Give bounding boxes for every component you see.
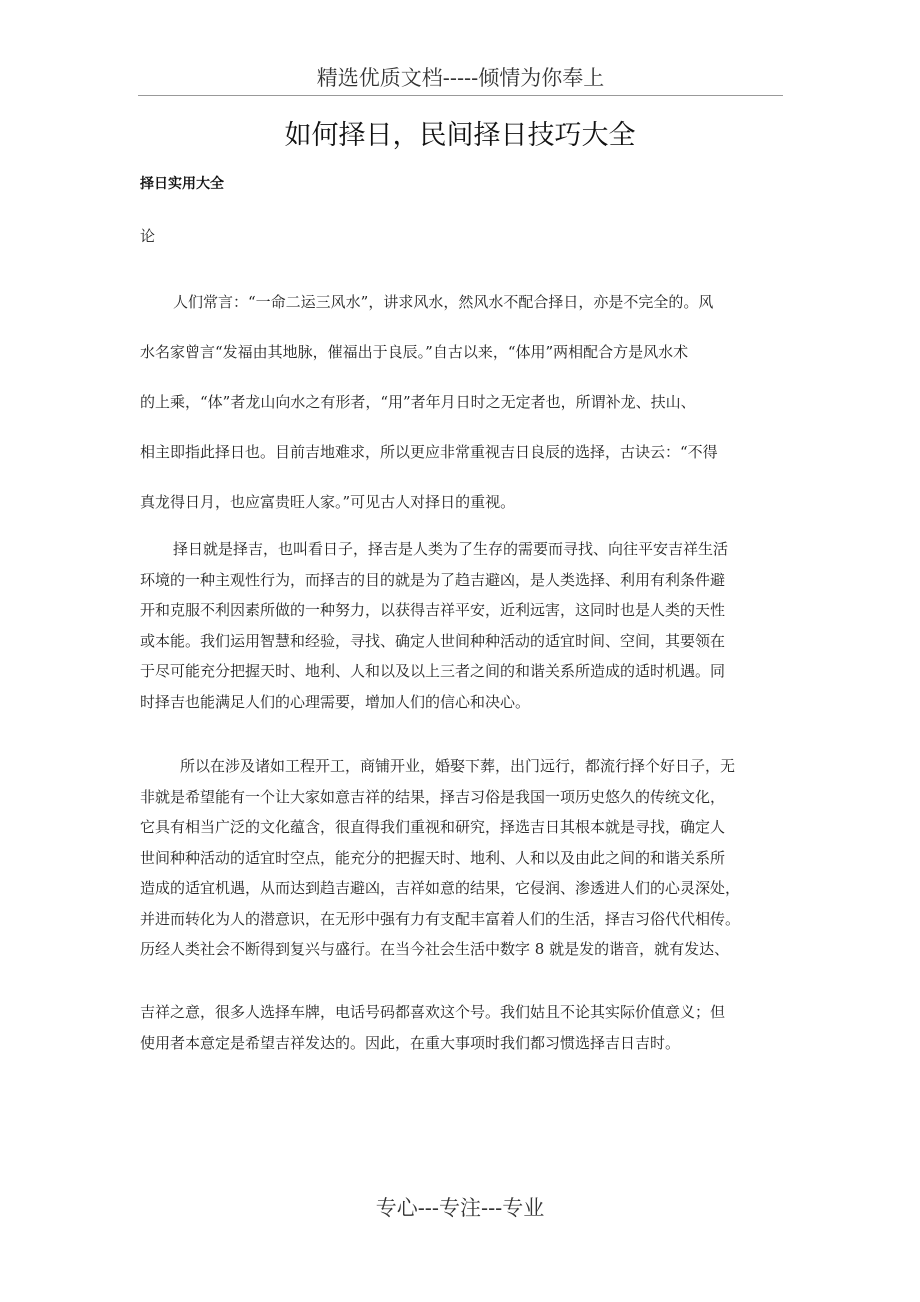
page-header bbox=[138, 62, 783, 96]
paragraph-line: 时择吉也能满足人们的心理需要，增加人们的信心和决心。 bbox=[140, 692, 531, 711]
paragraph-line: 真龙得日月，也应富贵旺人家。”可见古人对择日的重视。 bbox=[140, 493, 516, 511]
paragraph-line: 历经人类社会不断得到复兴与盛行。在当今社会生活中数字 8 就是发的谐音，就有发达、 bbox=[140, 940, 730, 958]
section-heading: 择日实用大全 bbox=[140, 176, 224, 192]
paragraph-line: 非就是希望能有一个让大家如意吉祥的结果，择吉习俗是我国一项历史悠久的传统文化， bbox=[140, 787, 726, 806]
paragraph-1 bbox=[140, 277, 780, 527]
paragraph-line: 择日就是择吉，也叫看日子，择吉是人类为了生存的需要而寻找、向往平安吉祥生活 bbox=[173, 540, 729, 558]
paragraph-line: 于尽可能充分把握天时、地利、人和以及以上三者之间的和谐关系所造成的适时机遇。同 bbox=[140, 662, 726, 680]
paragraph-line: 所以在涉及诸如工程开工，商铺开业，婚娶下葬，出门远行，都流行择个好日子，无 bbox=[180, 757, 736, 775]
document-title: 如何择日，民间择日技巧大全 bbox=[284, 120, 636, 151]
page-footer-text: 专心---专注---专业 bbox=[375, 1196, 545, 1220]
paragraph-line: 水名家曾言“发福由其地脉，催福出于良辰。”自古以来，“体用”两相配合方是风水术 bbox=[140, 343, 689, 361]
paragraph-line: 的上乘，“体”者龙山向水之有形者，“用”者年月日时之无定者也，所谓补龙、扶山、 bbox=[140, 393, 696, 411]
page-footer bbox=[0, 1192, 920, 1224]
paragraph-4 bbox=[140, 997, 780, 1058]
paragraph-3 bbox=[140, 751, 780, 965]
page-header-text: 精选优质文档-----倾情为你奉上 bbox=[316, 66, 605, 90]
paragraph-line: 吉祥之意，很多人选择车牌，电话号码都喜欢这个号。我们姑且不论其实际价值意义；但 bbox=[140, 1003, 726, 1021]
paragraph-line: 环境的一种主观性行为，而择吉的目的就是为了趋吉避凶，是人类选择、利用有利条件避 bbox=[140, 570, 726, 589]
paragraph-line: 相主即指此择日也。目前吉地难求，所以更应非常重视吉日良辰的选择，古诀云：“不得 bbox=[140, 443, 718, 461]
paragraph-line: 它具有相当广泛的文化蕴含，很直得我们重视和研究，择选吉日其根本就是寻找，确定人 bbox=[140, 818, 726, 836]
paragraph-line: 开和克服不利因素所做的一种努力，以获得吉祥平安，近利远害，这同时也是人类的天性 bbox=[140, 601, 726, 619]
section-subheading: 论 bbox=[140, 227, 156, 245]
paragraph-line: 并进而转化为人的潜意识，在无形中强有力有支配丰富着人们的生活，择吉习俗代代相传。 bbox=[140, 909, 741, 928]
paragraph-line: 造成的适宜机遇，从而达到趋吉避凶，吉祥如意的结果，它侵润、渗透进人们的心灵深处， bbox=[140, 879, 741, 897]
paragraph-line: 世间种种活动的适宜时空点，能充分的把握天时、地利、人和以及由此之间的和谐关系所 bbox=[140, 848, 726, 867]
paragraph-line: 人们常言：“一命二运三风水”，讲求风水，然风水不配合择日，亦是不完全的。风 bbox=[173, 293, 714, 311]
paragraph-2 bbox=[140, 534, 780, 717]
paragraph-line: 使用者本意定是希望吉祥发达的。因此，在重大事项时我们都习惯选择吉日吉时。 bbox=[140, 1033, 681, 1052]
paragraph-line: 或本能。我们运用智慧和经验，寻找、确定人世间种种活动的适宜时间、空间，其要领在 bbox=[140, 631, 726, 650]
